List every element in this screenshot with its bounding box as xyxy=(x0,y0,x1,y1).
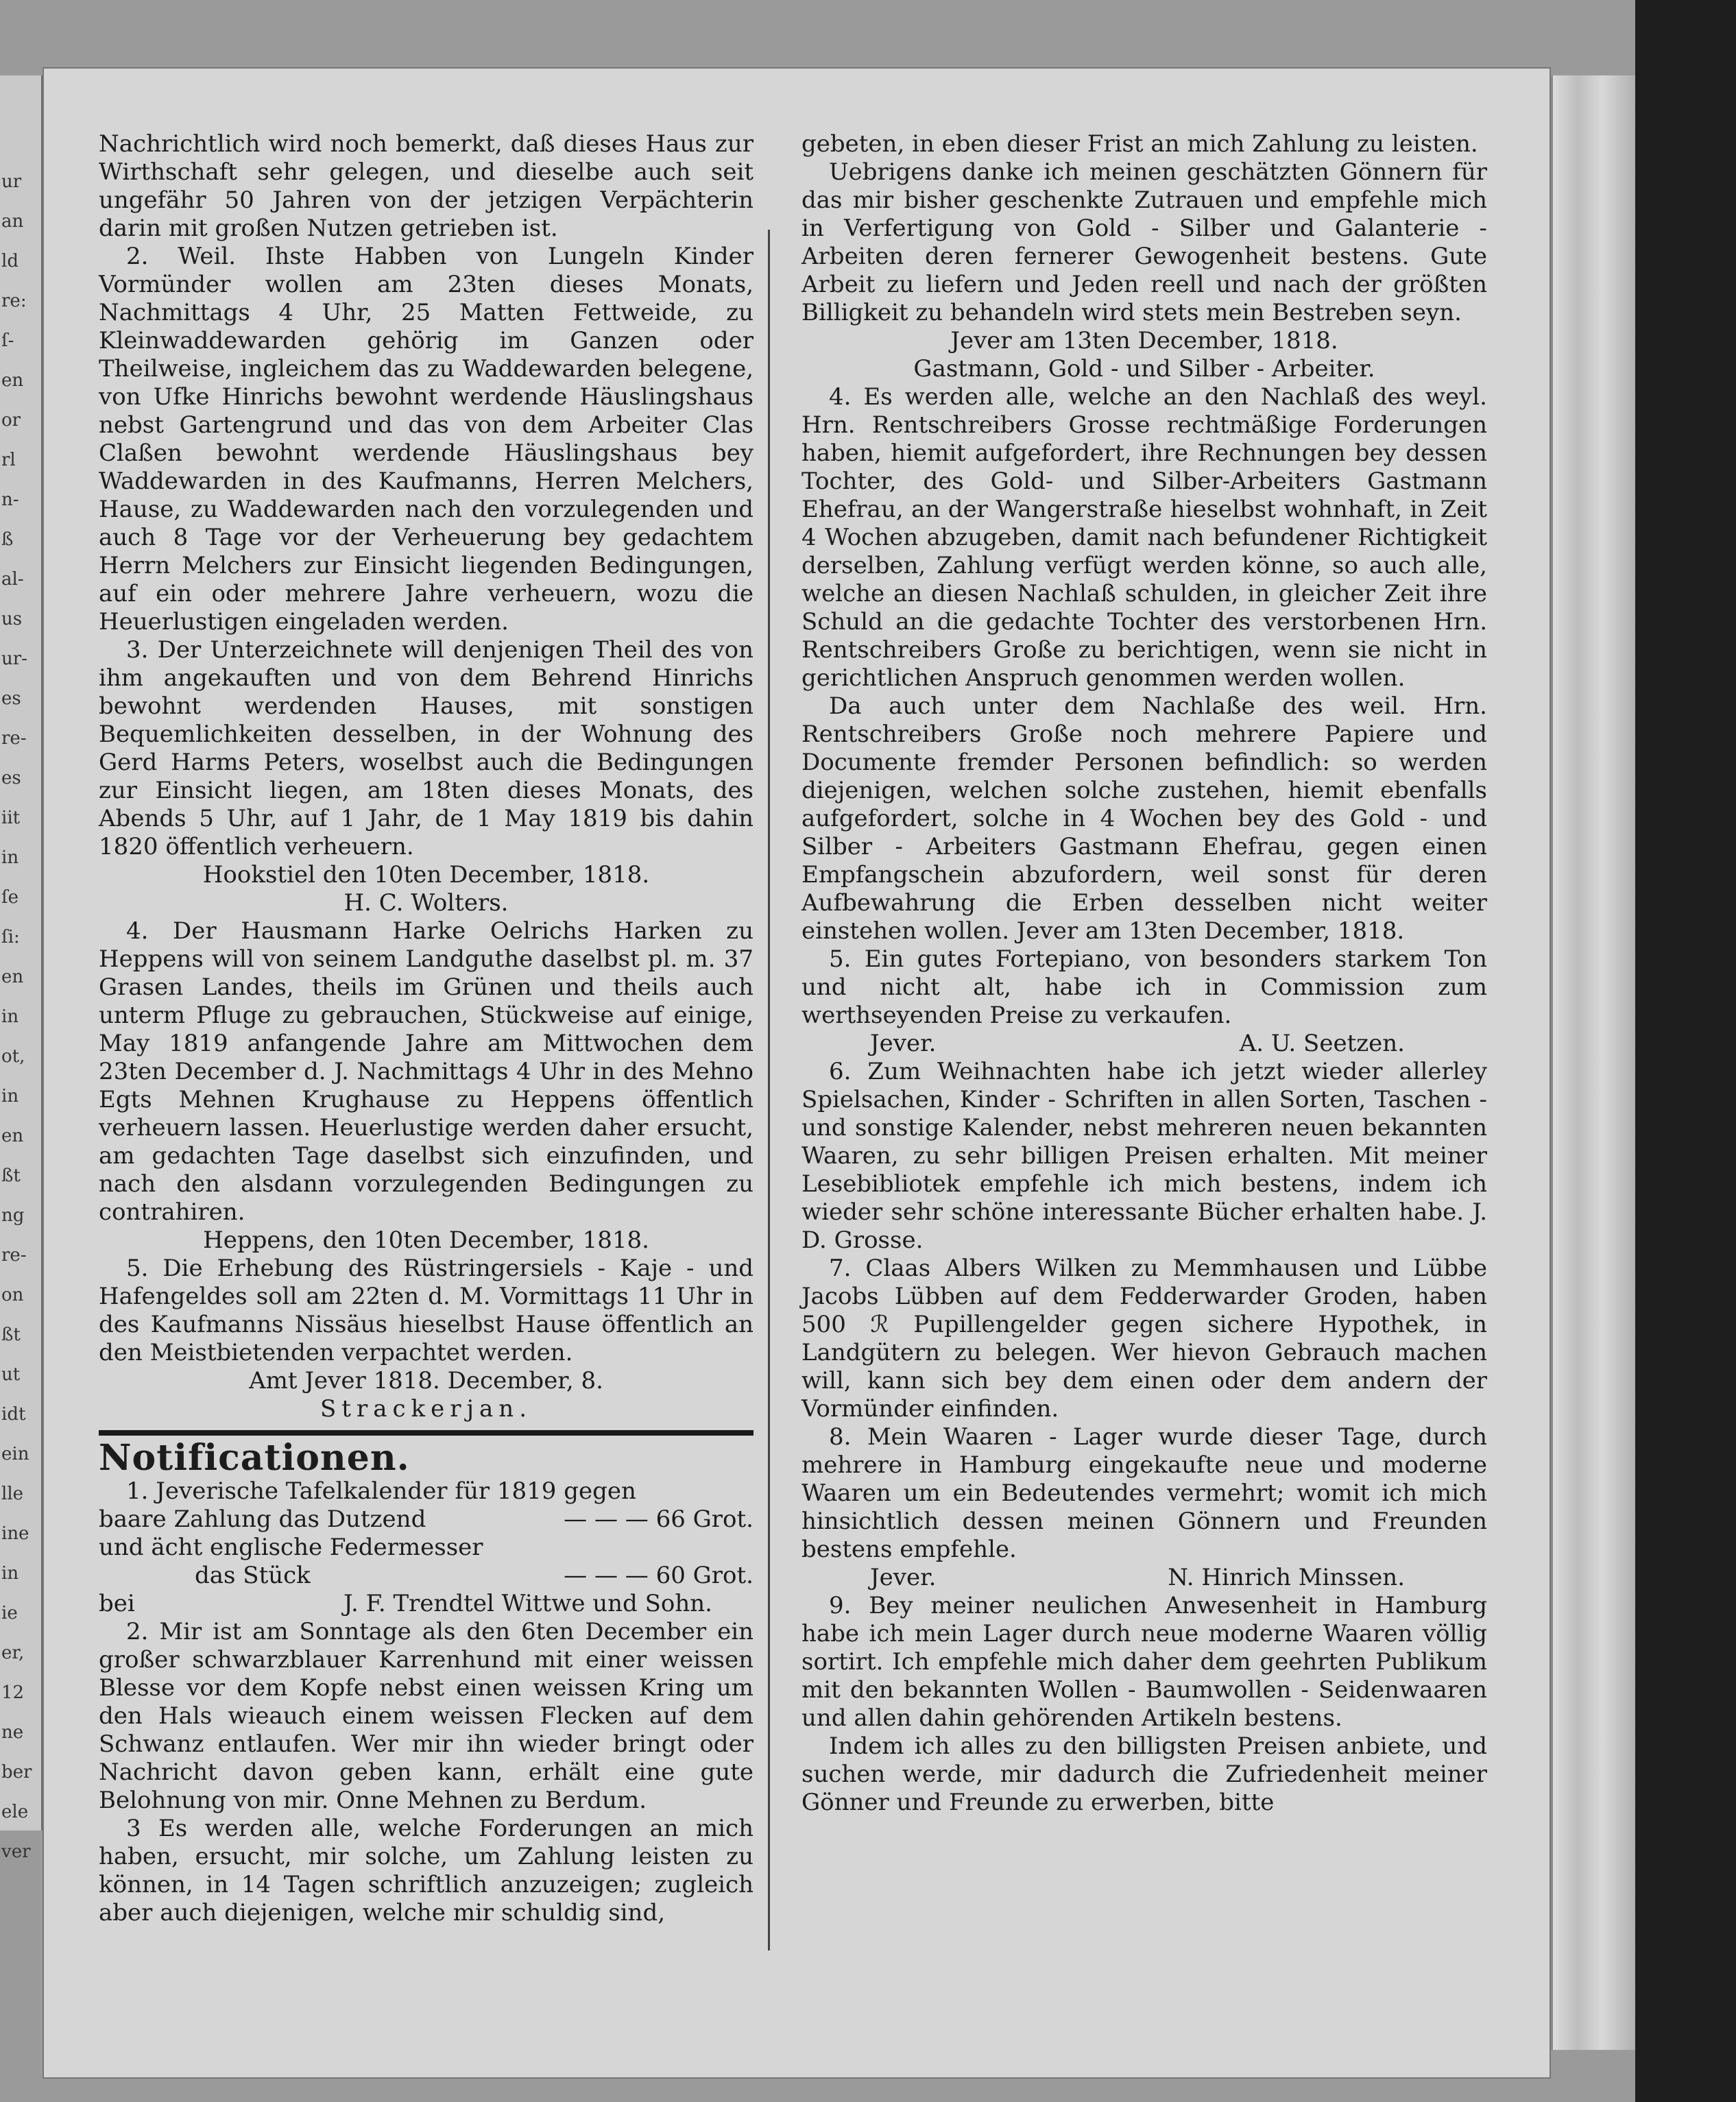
newspaper-page xyxy=(44,69,1550,2077)
margin-fragment: in xyxy=(1,847,19,868)
margin-fragment: an xyxy=(1,211,24,232)
section-heading: Notificationen. xyxy=(99,1437,410,1479)
margin-fragment: re- xyxy=(1,1245,27,1266)
margin-fragment: 12 xyxy=(1,1682,25,1703)
price-row xyxy=(99,1562,754,1590)
margin-fragment: er, xyxy=(1,1643,25,1663)
margin-fragment: in xyxy=(1,1563,19,1584)
margin-fragment: n- xyxy=(1,490,19,510)
notification-1-line: 1. Jeverische Tafelkalender für 1819 gegen xyxy=(126,1477,636,1505)
margin-fragment: or xyxy=(1,410,21,431)
margin-fragment: ver xyxy=(1,1841,31,1862)
margin-fragment: en xyxy=(1,1126,24,1146)
margin-fragment: ot, xyxy=(1,1046,25,1067)
margin-fragment: ine xyxy=(1,1523,29,1544)
margin-fragment: al- xyxy=(1,569,24,590)
margin-fragment: iit xyxy=(1,808,21,828)
notice-5-signature: Strackerjan. xyxy=(320,1395,532,1423)
margin-fragment: en xyxy=(1,967,24,987)
signature-row xyxy=(801,1564,1487,1592)
margin-fragment: ßt xyxy=(1,1165,21,1186)
signature: A. U. Seetzen. xyxy=(1239,1030,1405,1057)
right-column xyxy=(801,130,1487,1817)
notice-9-continuation: Indem ich alles zu den billigsten Preisen anbiete, und suchen werde, mir dadurch die Zufriedenheit meiner Gönner und Freunde zu erwerben, bitte xyxy=(801,1732,1487,1816)
scan-border xyxy=(1635,0,1736,2102)
margin-fragment: ng xyxy=(1,1205,25,1226)
notice-4-continuation: Da auch unter dem Nachlaße des weil. Hrn. Rentschreibers Große noch mehrere Papiere und Documente fremder Personen befindlich: so werden diejenigen, welchen solche zustehen, hiemit ebenfalls aufgefordert, solche in 4 Wochen bey des Gold - und Silber - Arbeiters Gastmann Ehefrau, gegen einen Empfangschein abzufordern, weil sonst für deren Aufbewahrung die Erben desselben nicht weiter einstehen wollen. Jever am 13ten December, 1818. xyxy=(801,692,1487,945)
price-value: — — — 66 Grot. xyxy=(564,1506,754,1533)
notification-3: 3 Es werden alle, welche Forderungen an mich haben, ersucht, mir solche, um Zahlung leisten zu können, in 14 Tagen schriftlich anzuzeigen; zugleich aber auch diejenigen, welche mir schuldig sind, xyxy=(99,1815,754,1926)
margin-fragment: idt xyxy=(1,1404,26,1425)
margin-fragment: ſ- xyxy=(1,330,14,351)
margin-fragment: ein xyxy=(1,1444,29,1464)
notice-4: 4. Es werden alle, welche an den Nachlaß des weyl. Hrn. Rentschreibers Grosse rechtmäßige Forderungen haben, hiemit aufgefordert, ihre Rechnungen bey dessen Tochter, des Gold- und Silber-Arbeiters Gastmann Ehefrau, an der Wangerstraße hieselbst wohnhaft, in Zeit 4 Wochen abzugeben, damit nach befundener Richtigkeit derselben, Zahlung verfügt werden könne, so auch alle, welche an diesen Nachlaß schulden, in gleicher Zeit ihre Schuld an die gedachte Tochter des verstorbenen Hrn. Rentschreibers Große zu berichtigen, wenn sie nicht in gerichtlichen Anspruch genommen werden wollen. xyxy=(801,383,1487,692)
column-divider xyxy=(768,230,770,1950)
notice-5-date: Amt Jever 1818. December, 8. xyxy=(249,1367,603,1394)
notice-date: Jever am 13ten December, 1818. xyxy=(950,327,1338,354)
margin-fragment: ur- xyxy=(1,649,27,669)
notice-5: 5. Die Erhebung des Rüstringersiels - Kaje - und Hafengeldes soll am 22ten d. M. Vormittags 11 Uhr in des Kaufmanns Nissäus hieselbst Hause öffentlich an den Meistbietenden verpachtet werden. xyxy=(99,1255,754,1366)
margin-fragment: ld xyxy=(1,251,19,271)
price-item: das Stück xyxy=(195,1562,311,1589)
notification-2: 2. Mir ist am Sonntage als den 6ten December ein großer schwarzblauer Karrenhund mit einer weissen Blesse vor dem Kopfe nebst einen weissen Kring um den Hals wieauch einem weissen Flecken auf dem Schwanz entlaufen. Wer mir ihn wieder bringt oder Nachricht davon geben kann, erhält eine gute Belohnung von mir. Onne Mehnen zu Berdum. xyxy=(99,1618,754,1814)
margin-fragment: ele xyxy=(1,1802,29,1822)
price-value: — — — 60 Grot. xyxy=(564,1562,754,1589)
margin-fragment: ſe xyxy=(1,887,19,908)
notice-8: 8. Mein Waaren - Lager wurde dieser Tage, durch mehrere in Hamburg eingekaufte neue und moderne Waaren um ein Bedeutendes vermehrt; womit ich mich hinsichtlich dessen meinen Gönnern und Freunden bestens empfehle. xyxy=(801,1423,1487,1563)
margin-fragment: ber xyxy=(1,1762,32,1783)
notice-5: 5. Ein gutes Fortepiano, von besonders starkem Ton und nicht alt, habe ich in Commission zum werthseyenden Preise zu verkaufen. xyxy=(801,945,1487,1029)
notice-2: 2. Weil. Ihste Habben von Lungeln Kinder Vormünder wollen am 23ten dieses Monats, Nachmittags 4 Uhr, 25 Matten Fettweide, zu Kleinwaddewarden gehörig im Ganzen oder Theilweise, ingleichem das zu Waddewarden belegene, von Ufke Hinrichs bewohnt werdende Häuslingshaus nebst Gartengrund und das von dem Arbeiter Clas Claßen bewohnt werdende Häuslingshaus bey Waddewarden in des Kaufmanns, Herren Melchers, Hause, zu Waddewarden nach den vorzulegenden und auch 8 Tage vor der Verheuerung bey gedachtem Herrn Melchers zur Einsicht liegenden Bedingungen, auf ein oder mehrere Jahre verheuern, wozu die Heuerlustigen eingeladen werden. xyxy=(99,243,754,636)
margin-fragment: re: xyxy=(1,291,27,311)
notice-paragraph: Nachrichtlich wird noch bemerkt, daß dieses Haus zur Wirthschaft sehr gelegen, und dieselbe auch seit ungefähr 50 Jahren von der jetzigen Verpächterin darin mit großen Nutzen getrieben ist. xyxy=(99,130,754,242)
margin-fragment: es xyxy=(1,688,21,709)
notification-1-line: und ächt englische Federmesser xyxy=(99,1534,483,1561)
notice-4: 4. Der Hausmann Harke Oelrichs Harken zu Heppens will von seinem Landguthe daselbst pl. m. 37 Grasen Landes, theils im Grünen und theils auch unterm Pfluge zu gebrauchen, Stückweise auf einige, May 1819 anfangende Jahre am Mittwochen dem 23ten December d. J. Nachmittags 4 Uhr in des Mehno Egts Mehnen Krughause zu Heppens öffentlich verheuern lassen. Heuerlustige werden daher ersucht, am gedachten Tage daselbst sich einzufinden, und nach den alsdann vorzulegenden Bedingungen zu contrahiren. xyxy=(99,917,754,1226)
notice-paragraph: Uebrigens danke ich meinen geschätzten Gönnern für das mir bisher geschenkte Zutrauen und empfehle mich in Verfertigung von Gold - Silber und Galanterie - Arbeiten deren fernerer Gewogenheit bestens. Gute Arbeit zu liefern und Jeden reell und nach der größten Billigkeit zu behandeln wird stets mein Bestreben seyn. xyxy=(801,158,1487,326)
previous-page-edge xyxy=(0,75,44,1862)
place: Jever. xyxy=(870,1030,937,1057)
margin-fragment: es xyxy=(1,768,21,788)
margin-fragment: en xyxy=(1,370,24,391)
margin-fragment: ie xyxy=(1,1603,18,1623)
signature: J. F. Trendtel Wittwe und Sohn. xyxy=(343,1590,712,1617)
margin-fragment: re- xyxy=(1,728,27,749)
section-divider xyxy=(99,1430,754,1436)
notice-continuation: gebeten, in eben dieser Frist an mich Zahlung zu leisten. xyxy=(801,130,1478,158)
margin-fragment: lle xyxy=(1,1484,24,1504)
margin-fragment: on xyxy=(1,1285,24,1305)
notice-signature: Gastmann, Gold - und Silber - Arbeiter. xyxy=(913,355,1375,383)
signature: N. Hinrich Minssen. xyxy=(1168,1564,1405,1591)
notice-7: 7. Claas Albers Wilken zu Memmhausen und Lübbe Jacobs Lübben auf dem Fedderwarder Groden, haben 500 ℛ Pupillengelder gegen sichere Hypothek, in Landgütern zu belegen. Wer hievon Gebrauch machen will, kann sich bey dem einen oder dem andern der Vormünder einfinden. xyxy=(801,1255,1487,1423)
margin-fragment: ut xyxy=(1,1364,21,1385)
left-column xyxy=(99,130,754,1927)
margin-fragment: in xyxy=(1,1086,19,1107)
margin-fragment: ſi: xyxy=(1,927,20,947)
notice-3-date: Hookstiel den 10ten December, 1818. xyxy=(202,861,650,889)
signature-row xyxy=(801,1030,1487,1058)
margin-fragment: ßt xyxy=(1,1325,21,1345)
margin-fragment: ne xyxy=(1,1722,24,1743)
notice-3-signature: H. C. Wolters. xyxy=(343,889,509,917)
price-row xyxy=(99,1506,754,1534)
margin-fragment: in xyxy=(1,1006,19,1027)
notice-3: 3. Der Unterzeichnete will denjenigen Theil des von ihm angekauften und von dem Behrend Hinrichs bewohnt werdenden Hauses, mit sonstigen Bequemlichkeiten desselben, in der Wohnung des Gerd Harms Peters, woselbst auch die Bedingungen zur Einsicht liegen, am 18ten dieses Monats, des Abends 5 Uhr, auf 1 Jahr, de 1 May 1819 bis dahin 1820 öffentlich verheuern. xyxy=(99,636,754,860)
price-item: baare Zahlung das Dutzend xyxy=(99,1506,426,1533)
notice-4-date: Heppens, den 10ten December, 1818. xyxy=(203,1227,649,1254)
notice-6: 6. Zum Weihnachten habe ich jetzt wieder allerley Spielsachen, Kinder - Schriften in allen Sorten, Taschen - und sonstige Kalender, nebst mehreren neuen bekannten Waaren, zu sehr billigen Preisen erhalten. Mit meiner Lesebibliotek empfehle ich mich bestens, indem ich wieder sehr schöne interessante Bücher erhalten habe. J. D. Grosse. xyxy=(801,1058,1487,1254)
margin-fragment: rl xyxy=(1,450,16,470)
margin-fragment: us xyxy=(1,609,23,629)
notice-9: 9. Bey meiner neulichen Anwesenheit in Hamburg habe ich mein Lager durch neue moderne Waaren völlig sortirt. Ich empfehle mich daher dem geehrten Publikum mit den bekannten Wollen - Baumwollen - Seidenwaaren und allen dahin gehörenden Artikeln bestens. xyxy=(801,1592,1487,1732)
margin-fragment: ß xyxy=(1,529,14,550)
margin-fragment: ur xyxy=(1,171,22,192)
place: Jever. xyxy=(870,1564,937,1591)
page-stack-edge xyxy=(1551,75,1635,2050)
signature-prefix: bei xyxy=(99,1590,135,1617)
signature-row xyxy=(99,1590,754,1618)
